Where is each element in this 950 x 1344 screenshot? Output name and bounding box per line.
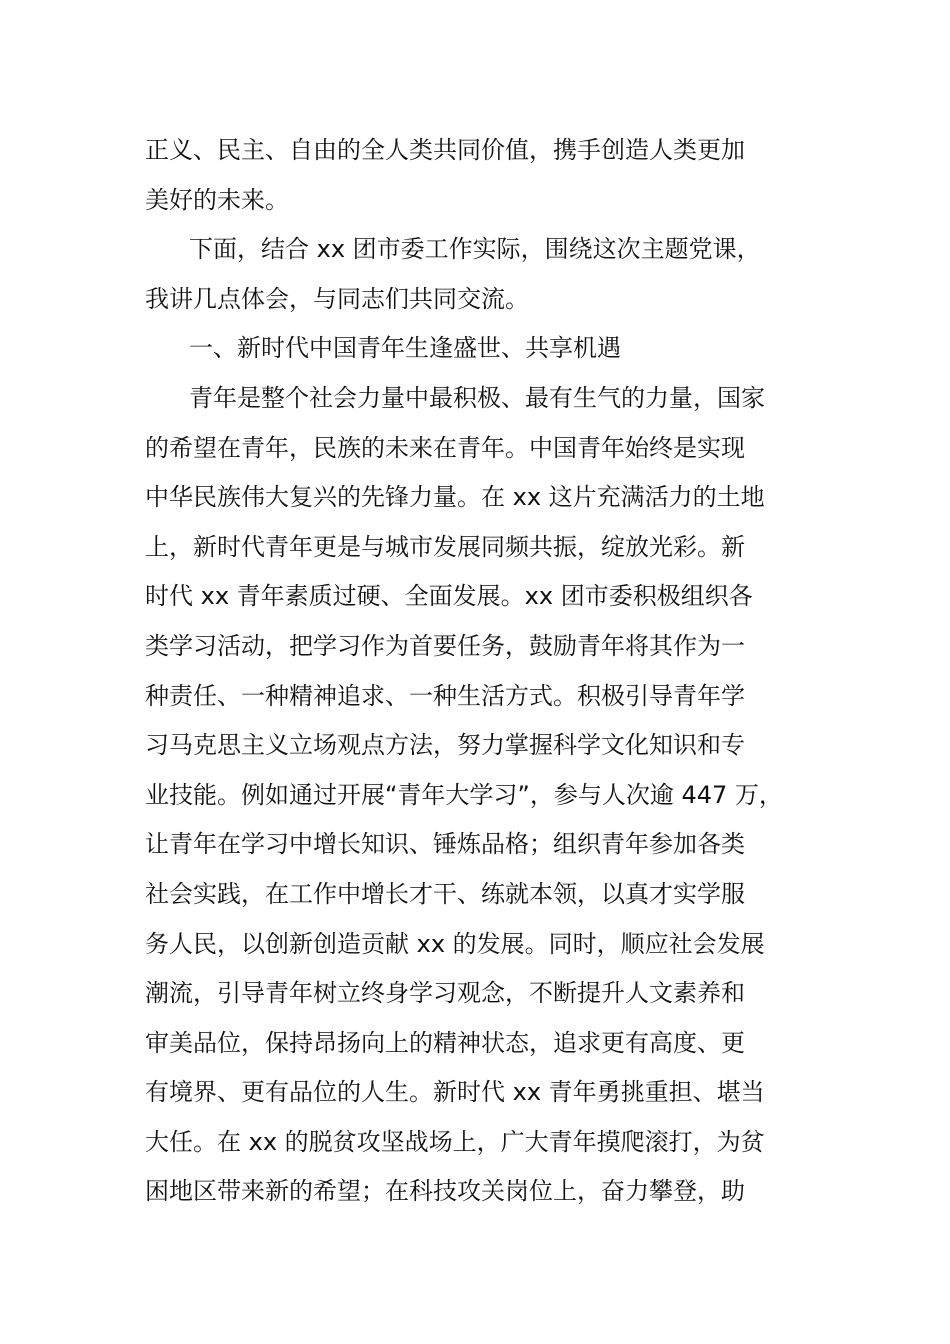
- text-line: 下面，结合 xx 团市委工作实际，围绕这次主题党课，: [189, 235, 761, 264]
- text-line: 业技能。例如通过开展“青年大学习”，参与人次逾 447 万，: [145, 780, 783, 809]
- text-line: 务人民，以创新创造贡献 xx 的发展。同时，顺应社会发展: [145, 929, 765, 958]
- section-heading: 一、新时代中国青年生逢盛世、共享机遇: [189, 334, 621, 363]
- text-line: 上，新时代青年更是与城市发展同频共振，绽放光彩。新: [145, 532, 745, 561]
- text-line: 困地区带来新的希望；在科技攻关岗位上，奋力攀登，助: [145, 1177, 745, 1206]
- text-line: 的希望在青年，民族的未来在青年。中国青年始终是实现: [145, 433, 745, 462]
- document-body: [145, 126, 805, 1217]
- text-line: 审美品位，保持昂扬向上的精神状态，追求更有高度、更: [145, 1028, 745, 1057]
- text-line: 正义、民主、自由的全人类共同价值，携手创造人类更加: [145, 136, 745, 164]
- text-line: 类学习活动，把学习作为首要任务，鼓励青年将其作为一: [145, 631, 745, 660]
- text-line: 大任。在 xx 的脱贫攻坚战场上，广大青年摸爬滚打，为贫: [145, 1127, 765, 1156]
- text-line: 潮流，引导青年树立终身学习观念，不断提升人文素养和: [145, 979, 745, 1008]
- text-line: 习马克思主义立场观点方法，努力掌握科学文化知识和专: [145, 731, 745, 760]
- text-line: 我讲几点体会，与同志们共同交流。: [145, 284, 529, 313]
- text-line: 中华民族伟大复兴的先锋力量。在 xx 这片充满活力的土地: [145, 483, 765, 512]
- text-line: 时代 xx 青年素质过硬、全面发展。xx 团市委积极组织各: [145, 582, 753, 611]
- text-line: 种责任、一种精神追求、一种生活方式。积极引导青年学: [145, 681, 745, 710]
- text-line: 美好的未来。: [145, 185, 289, 214]
- text-line: 让青年在学习中增长知识、锤炼品格；组织青年参加各类: [145, 830, 745, 859]
- text-line: 社会实践，在工作中增长才干、练就本领，以真才实学服: [145, 879, 745, 908]
- text-line: 青年是整个社会力量中最积极、最有生气的力量，国家: [189, 383, 765, 412]
- text-line: 有境界、更有品位的人生。新时代 xx 青年勇挑重担、堪当: [145, 1078, 765, 1107]
